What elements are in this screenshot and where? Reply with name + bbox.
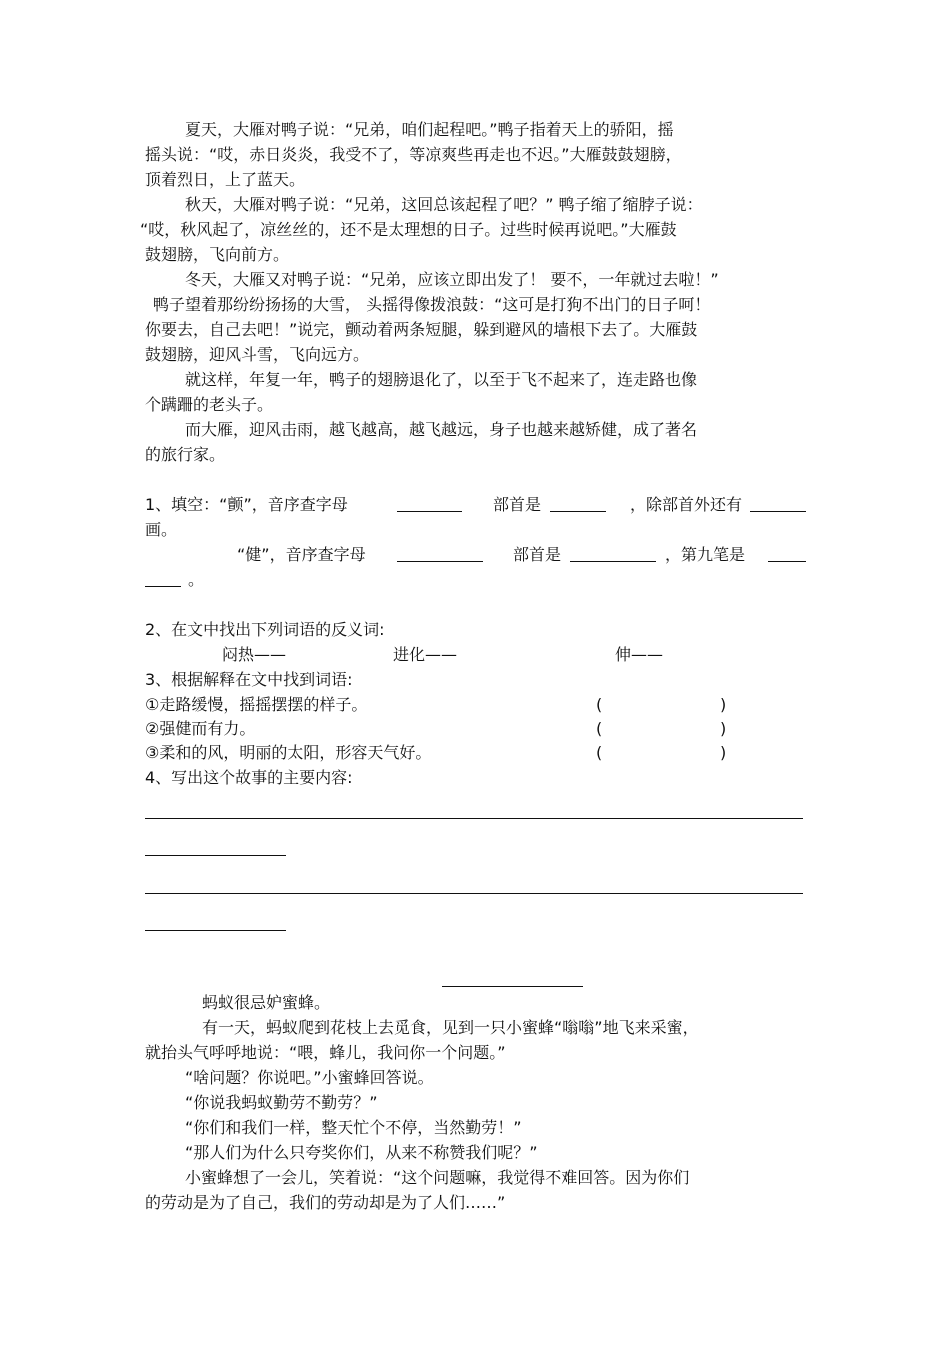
story2-line: 小蜜蜂想了一会儿，笑着说：“这个问题嘛，我觉得不难回答。因为你们 (185, 1168, 690, 1187)
story2-line: 的劳动是为了自己，我们的劳动却是为了人们……” (145, 1193, 506, 1212)
q1-radical-blank[interactable] (550, 497, 606, 512)
q1-line2-initial-blank[interactable] (397, 547, 483, 562)
q1-line2-stroke-blank-cont[interactable] (145, 572, 181, 587)
story1-line: 鼓翅膀，迎风斗雪，飞向远方。 (145, 345, 370, 364)
story1-line: 鸭子望着那纷纷扬扬的大雪， 头摇得像拨浪鼓：“这可是打狗不出门的日子呵！ (153, 295, 711, 314)
q1-prefix: 1、填空：“颤”，音序查字母 (145, 495, 348, 514)
story1-line: 你要去，自己去吧！”说完，颤动着两条短腿，躲到避风的墙根下去了。大雁鼓 (145, 320, 698, 339)
answer-line[interactable] (145, 893, 803, 894)
q1-line2-end: 。 (188, 570, 205, 589)
q3-close-paren: ) (720, 695, 727, 714)
story1-line: 而大雁，迎风击雨，越飞越高，越飞越远，身子也越来越矫健，成了著名 (185, 420, 698, 439)
q2-word: 进化—— (393, 645, 458, 664)
q1-end: 画。 (145, 520, 178, 539)
q1-line2-radical-label: 部首是 (513, 545, 562, 564)
q2-title: 2、在文中找出下列词语的反义词: (145, 620, 385, 639)
q3-close-paren: ) (720, 743, 727, 762)
story1-line: 冬天，大雁又对鸭子说：“兄弟，应该立即出发了！ 要不，一年就过去啦！” (185, 270, 719, 289)
q1-radical-label: 部首是 (493, 495, 542, 514)
q3-item: ②强健而有力。 (145, 719, 256, 738)
story1-line: 秋天，大雁对鸭子说：“兄弟，这回总该起程了吧？” 鸭子缩了缩脖子说： (185, 195, 703, 214)
story1-line: “哎，秋风起了，凉丝丝的，还不是太理想的日子。过些时候再说吧。”大雁鼓 (140, 220, 677, 239)
q4-title: 4、写出这个故事的主要内容: (145, 768, 353, 787)
q3-close-paren: ) (720, 719, 727, 738)
story2-line: “你说我蚂蚁勤劳不勤劳？” (185, 1093, 378, 1112)
q2-word: 闷热—— (222, 645, 287, 664)
story2-line: 蚂蚁很忌妒蜜蜂。 (202, 993, 331, 1012)
answer-line[interactable] (145, 855, 286, 856)
story1-line: 鼓翅膀，飞向前方。 (145, 245, 290, 264)
story1-line: 顶着烈日，上了蓝天。 (145, 170, 306, 189)
story2-title-blank[interactable] (442, 986, 583, 987)
story2-line: “你们和我们一样，整天忙个不停，当然勤劳！” (185, 1118, 522, 1137)
q1-line2-radical-blank[interactable] (570, 547, 656, 562)
q1-remaining-label: ，除部首外还有 (630, 495, 743, 514)
story2-line: 就抬头气呼呼地说：“喂，蜂儿，我问你一个问题。” (145, 1043, 506, 1062)
story2-line: 有一天，蚂蚁爬到花枝上去觅食，见到一只小蜜蜂“嗡嗡”地飞来采蜜， (202, 1018, 699, 1037)
q1-strokes-blank[interactable] (750, 497, 806, 512)
q3-item: ①走路缓慢，摇摇摆摆的样子。 (145, 695, 368, 714)
story1-line: 夏天，大雁对鸭子说：“兄弟，咱们起程吧。”鸭子指着天上的骄阳，摇 (185, 120, 674, 139)
q1-line2-prefix: “健”，音序查字母 (237, 545, 366, 564)
q1-line2-stroke-label: ，第九笔是 (665, 545, 746, 564)
q1-initial-blank[interactable] (397, 497, 462, 512)
story1-line: 摇头说：“哎，赤日炎炎，我受不了，等凉爽些再走也不迟。”大雁鼓鼓翅膀， (145, 145, 682, 164)
answer-line[interactable] (145, 930, 286, 931)
q3-open-paren: ( (596, 743, 603, 762)
q3-title: 3、根据解释在文中找到词语: (145, 670, 353, 689)
q3-open-paren: ( (596, 695, 603, 714)
story2-line: “那人们为什么只夸奖你们，从来不称赞我们呢？” (185, 1143, 538, 1162)
answer-line[interactable] (145, 818, 803, 819)
q3-open-paren: ( (596, 719, 603, 738)
story1-line: 就这样，年复一年，鸭子的翅膀退化了，以至于飞不起来了，连走路也像 (185, 370, 698, 389)
story1-line: 的旅行家。 (145, 445, 226, 464)
story1-line: 个蹒跚的老头子。 (145, 395, 274, 414)
q2-word: 伸—— (615, 645, 664, 664)
story2-line: “啥问题？你说吧。”小蜜蜂回答说。 (185, 1068, 434, 1087)
q1-line2-stroke-blank[interactable] (768, 547, 806, 562)
q3-item: ③柔和的风，明丽的太阳，形容天气好。 (145, 743, 432, 762)
